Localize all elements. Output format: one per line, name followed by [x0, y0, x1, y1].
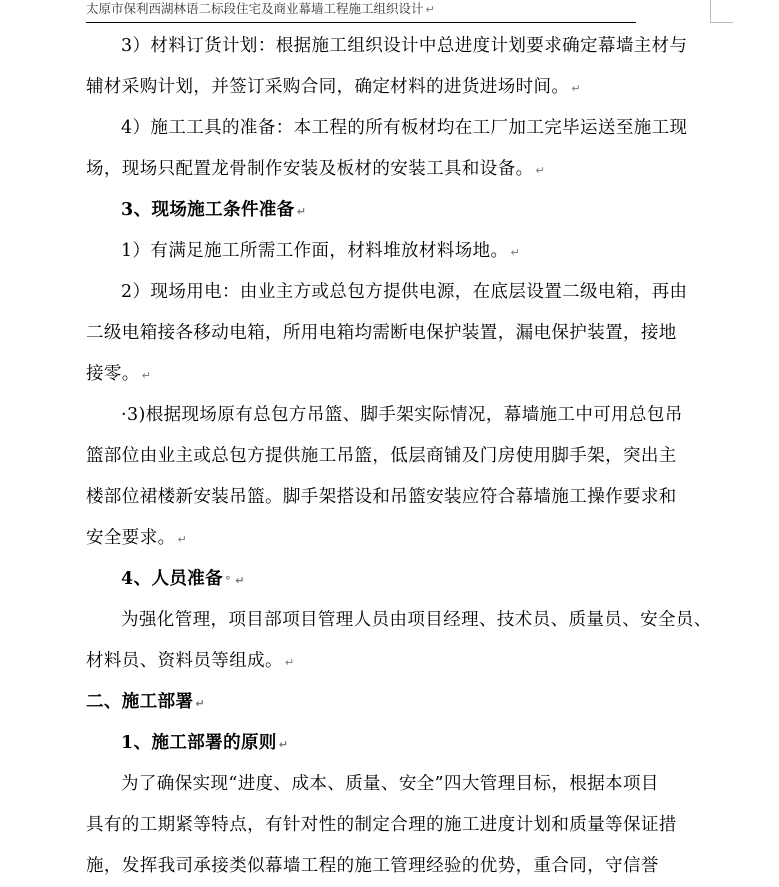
page-header	[86, 0, 636, 23]
text-line: 4）施工工具的准备：本工程的所有板材均在工厂加工完毕运送至施工现	[121, 118, 688, 138]
text-line: 为了确保实现“进度、成本、质量、安全”四大管理目标，根据本项目	[121, 774, 659, 794]
text-line: 材料员、资料员等组成。 ↵	[86, 651, 295, 671]
chapter-heading: 二、施工部署 ↵	[86, 692, 206, 712]
document-body[interactable]	[86, 26, 712, 887]
text-line: 篮部位由业主或总包方提供施工吊篮，低层商铺及门房使用脚手架，突出主	[86, 446, 677, 466]
paragraph-mark-icon: ↵	[278, 738, 289, 751]
header-text: 太原市保利西湖林语二标段住宅及商业幕墙工程施工组织设计	[86, 1, 424, 16]
text-line: 辅材采购计划，并签订采购合同，确定材料的进货进场时间。 ↵	[86, 77, 581, 97]
text-line: 施，发挥我司承接类似幕墙工程的施工管理经验的优势，重合同，守信誉	[86, 856, 659, 876]
paragraph-mark-icon: ↵	[510, 246, 521, 259]
text-line: 场，现场只配置龙骨制作安装及板材的安装工具和设备。 ↵	[86, 159, 546, 179]
text-line: 安全要求。 ↵	[86, 528, 188, 548]
text-line: 1）有满足施工所需工作面，材料堆放材料场地。 ↵	[121, 241, 521, 261]
text-line: 3）材料订货计划：根据施工组织设计中总进度计划要求确定幕墙主材与	[121, 36, 688, 56]
section-heading: 4、人员准备 ° ↵	[121, 569, 245, 589]
section-heading: 3、现场施工条件准备 ↵	[121, 200, 307, 220]
text-line: ·3)根据现场原有总包方吊篮、脚手架实际情况，幕墙施工中可用总包吊	[121, 405, 683, 425]
paragraph-mark-icon: ↵	[571, 82, 581, 95]
paragraph-mark-icon: ↵	[177, 533, 188, 546]
text-line: 2）现场用电：由业主方或总包方提供电源，在底层设置二级电箱，再由	[121, 282, 688, 302]
paragraph-mark-icon: ↵	[425, 3, 435, 16]
text-line: 二级电箱接各移动电箱，所用电箱均需断电保护装置，漏电保护装置，接地	[86, 323, 677, 343]
paragraph-mark-icon: ° ↵	[225, 574, 245, 587]
text-line: 具有的工期紧等特点，有针对性的制定合理的施工进度计划和质量等保证措	[86, 815, 677, 835]
paragraph-mark-icon: ↵	[296, 205, 307, 218]
paragraph-mark-icon: ↵	[195, 697, 206, 710]
section-heading: 1、施工部署的原则 ↵	[121, 733, 289, 753]
paragraph-mark-icon: ↵	[535, 164, 546, 177]
margin-corner-mark	[710, 0, 733, 23]
text-line: 楼部位裙楼新安装吊篮。脚手架搭设和吊篮安装应符合幕墙施工操作要求和	[86, 487, 677, 507]
paragraph-mark-icon: ↵	[284, 656, 295, 669]
text-line: 为强化管理，项目部项目管理人员由项目经理、技术员、质量员、安全员、	[121, 610, 712, 630]
paragraph-mark-icon: ↵	[141, 369, 152, 382]
text-line: 接零。 ↵	[86, 364, 152, 384]
